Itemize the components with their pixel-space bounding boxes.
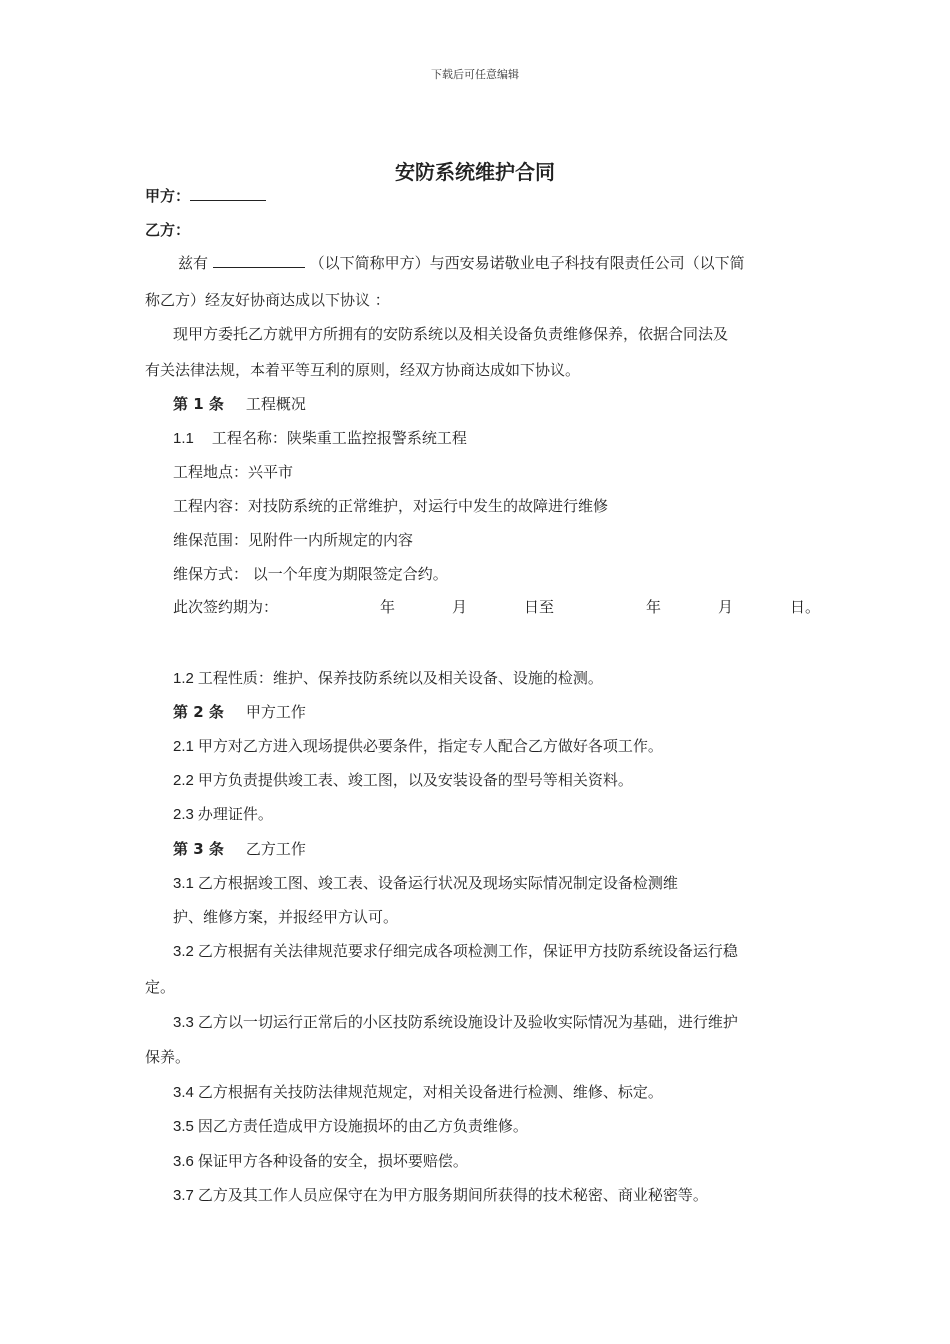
item-2-3-num: 2.3 — [173, 806, 194, 823]
party-a-line — [145, 186, 266, 206]
maintenance-scope: 维保范围：见附件一内所规定的内容 — [173, 531, 414, 549]
article-3-title: 乙方工作 — [245, 840, 306, 858]
document-title: 安防系统维护合同 — [395, 160, 555, 184]
item-3-6-text: 保证甲方各种设备的安全，损坏要赔偿。 — [197, 1152, 468, 1170]
item-3-6-num: 3.6 — [173, 1153, 194, 1170]
item-2-3 — [173, 804, 273, 825]
item-3-3-text: 乙方以一切运行正常后的小区技防系统设施设计及验收实际情况为基础，进行维护 — [197, 1013, 738, 1031]
item-2-2-num: 2.2 — [173, 772, 194, 789]
item-1-1 — [173, 428, 467, 449]
project-location: 工程地点：兴平市 — [173, 463, 294, 481]
item-2-2-text: 甲方负责提供竣工表、竣工图，以及安装设备的型号等相关资料。 — [197, 771, 633, 789]
item-3-2 — [173, 941, 738, 962]
item-3-1 — [173, 873, 678, 894]
item-2-3-text: 办理证件。 — [197, 805, 273, 823]
party-b-line — [145, 220, 190, 240]
intro-middle: （以下简称甲方）与西安易诺敬业电子科技有限责任公司（以下简 — [309, 254, 745, 272]
party-a-blank — [190, 186, 266, 201]
item-3-7-text: 乙方及其工作人员应保守在为甲方服务期间所获得的技术秘密、商业秘密等。 — [197, 1186, 708, 1204]
item-3-4-num: 3.4 — [173, 1084, 194, 1101]
item-2-2 — [173, 770, 633, 791]
intro-blank — [213, 253, 305, 268]
item-3-5 — [173, 1116, 528, 1137]
item-3-6 — [173, 1151, 468, 1172]
item-3-1-num: 3.1 — [173, 875, 194, 892]
item-1-1-text: 工程名称：陕柴重工监控报警系统工程 — [211, 429, 467, 447]
item-2-1 — [173, 736, 663, 757]
maintenance-mode: 维保方式： 以一个年度为期限签定合约。 — [173, 565, 448, 583]
article-1-heading — [173, 394, 306, 414]
intro-line-2: 称乙方）经友好协商达成以下协议 ： — [145, 291, 390, 309]
article-1-title: 工程概况 — [245, 395, 306, 413]
item-3-5-num: 3.5 — [173, 1118, 194, 1135]
period-month-2: 月 — [718, 598, 734, 616]
item-3-5-text: 因乙方责任造成甲方设施损坏的由乙方负责维修。 — [197, 1117, 528, 1135]
item-3-7-num: 3.7 — [173, 1187, 194, 1204]
item-2-1-text: 甲方对乙方进入现场提供必要条件，指定专人配合乙方做好各项工作。 — [197, 737, 663, 755]
article-3-heading — [173, 839, 306, 859]
item-3-4-text: 乙方根据有关技防法律规范规定，对相关设备进行检测、维修、标定。 — [197, 1083, 663, 1101]
article-1-label: 第 1 条 — [173, 395, 224, 413]
preamble-line-2: 有关法律法规，本着平等互利的原则，经双方协商达成如下协议。 — [145, 361, 581, 379]
party-a-label: 甲方： — [145, 187, 191, 205]
article-3-label: 第 3 条 — [173, 840, 224, 858]
period-day-end: 日。 — [790, 598, 821, 616]
period-month-1: 月 — [452, 598, 468, 616]
item-3-3-continued: 保养。 — [145, 1048, 191, 1066]
article-2-title: 甲方工作 — [245, 703, 306, 721]
article-2-heading — [173, 702, 306, 722]
intro-prefix: 兹有 — [178, 254, 209, 272]
article-2-label: 第 2 条 — [173, 703, 224, 721]
project-content: 工程内容：对技防系统的正常维护，对运行中发生的故障进行维修 — [173, 497, 609, 515]
item-3-2-text: 乙方根据有关法律规范要求仔细完成各项检测工作，保证甲方技防系统设备运行稳 — [197, 942, 738, 960]
item-3-7 — [173, 1185, 708, 1206]
party-b-label: 乙方： — [145, 221, 191, 239]
header-note: 下载后可任意编辑 — [431, 68, 519, 81]
item-1-2-text: 工程性质：维护、保养技防系统以及相关设备、设施的检测。 — [197, 669, 603, 687]
preamble-line-1: 现甲方委托乙方就甲方所拥有的安防系统以及相关设备负责维修保养，依据合同法及 — [173, 325, 729, 343]
item-3-1-continued: 护、维修方案，并报经甲方认可。 — [173, 908, 399, 926]
item-1-1-num: 1.1 — [173, 430, 194, 447]
item-1-2 — [173, 668, 603, 689]
signing-period-label: 此次签约期为： — [173, 598, 279, 616]
intro-line-1 — [178, 253, 745, 273]
item-3-3-num: 3.3 — [173, 1014, 194, 1031]
period-day-to: 日至 — [524, 598, 555, 616]
item-3-3 — [173, 1012, 738, 1033]
period-year-2: 年 — [646, 598, 662, 616]
item-3-2-num: 3.2 — [173, 943, 194, 960]
item-3-2-continued: 定。 — [145, 978, 176, 996]
item-3-4 — [173, 1082, 663, 1103]
item-1-2-num: 1.2 — [173, 670, 194, 687]
item-2-1-num: 2.1 — [173, 738, 194, 755]
item-3-1-text: 乙方根据竣工图、竣工表、设备运行状况及现场实际情况制定设备检测维 — [197, 874, 678, 892]
period-year-1: 年 — [380, 598, 396, 616]
